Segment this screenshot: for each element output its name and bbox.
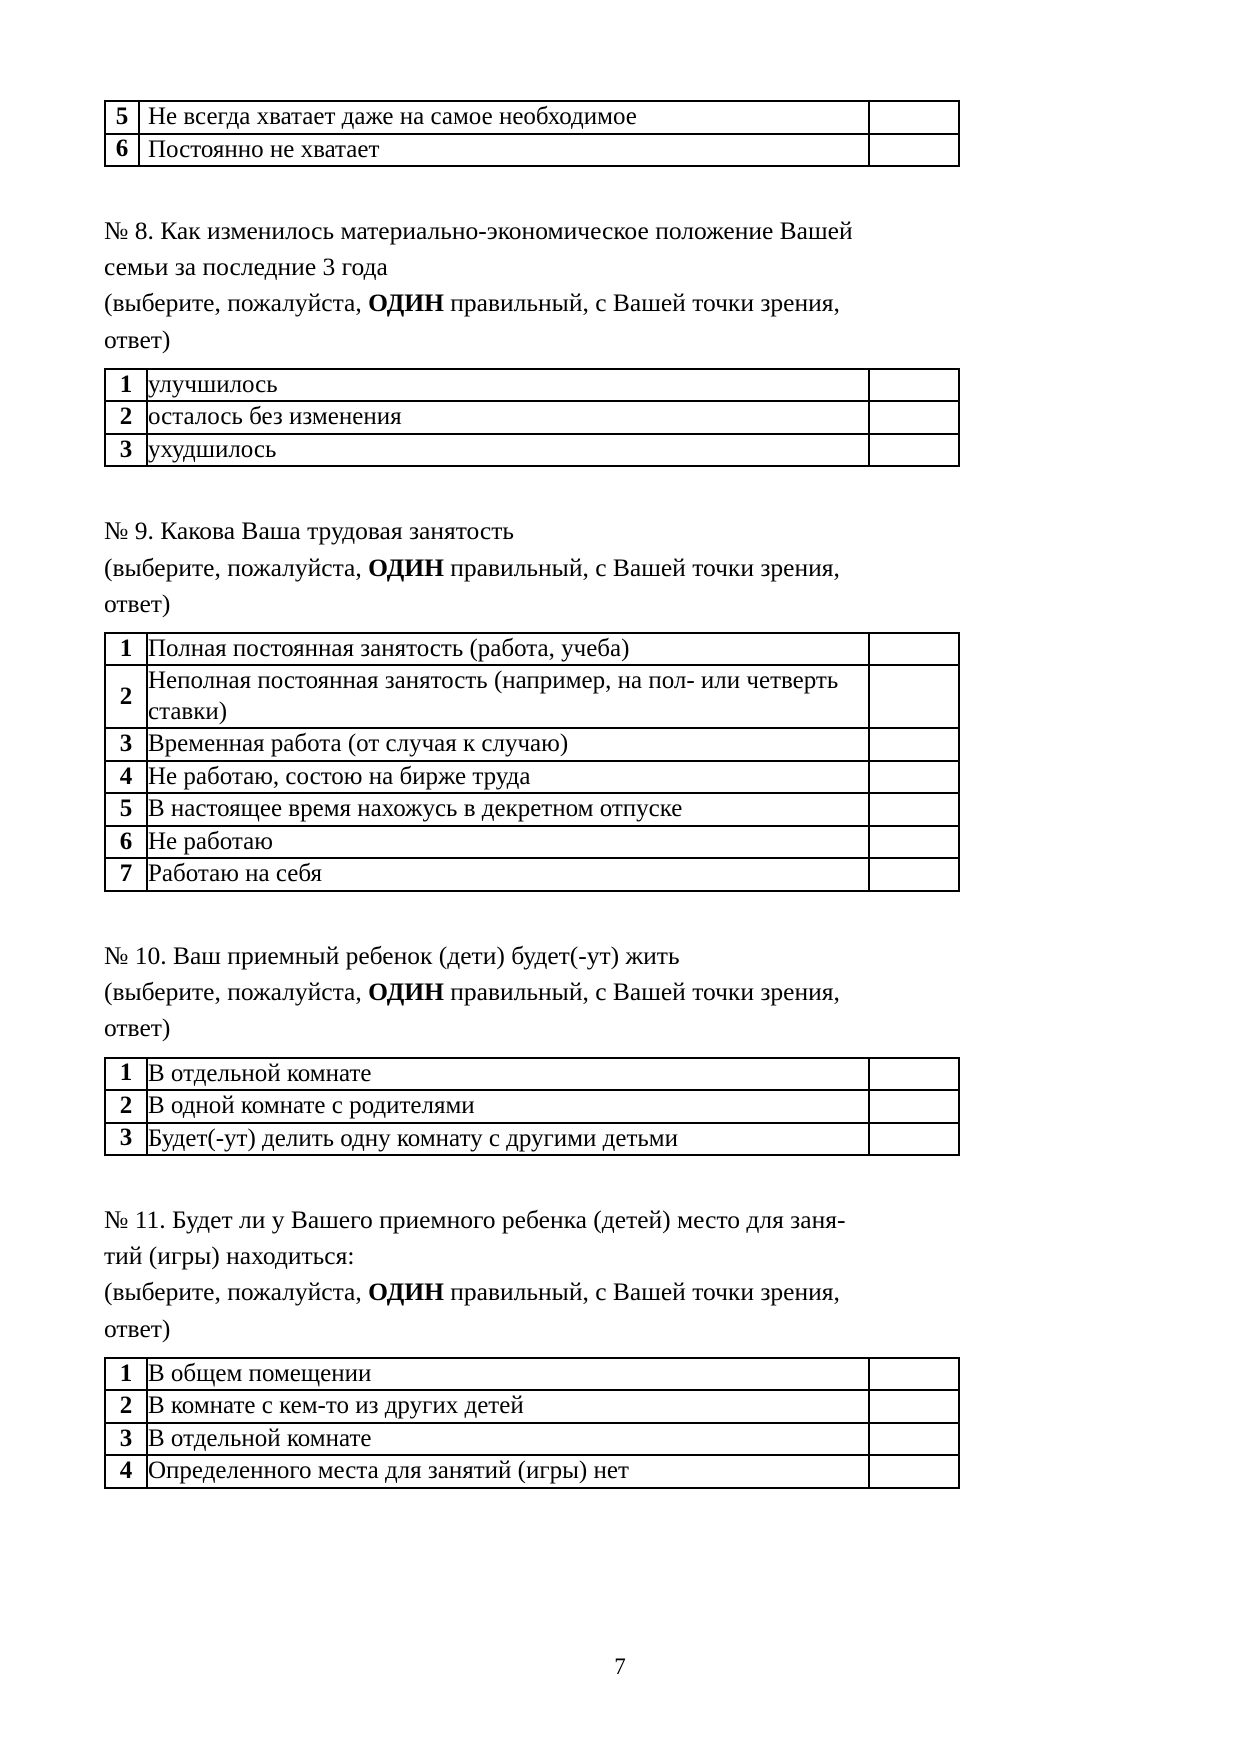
option-number: 6: [105, 134, 139, 167]
option-text: Не всегда хватает даже на самое необходимое: [139, 101, 869, 134]
option-number: 4: [105, 1455, 147, 1488]
instruction-emphasis: ОДИН: [368, 552, 444, 582]
table-row: [105, 665, 959, 728]
table-row: [105, 826, 959, 859]
table-row: [105, 1123, 959, 1156]
spacer: [104, 622, 960, 632]
table-row: [105, 101, 959, 134]
question-10-instruction-line-1: [104, 974, 960, 1010]
table-row: [105, 1423, 959, 1456]
answer-box[interactable]: [869, 134, 959, 167]
answer-box[interactable]: [869, 1123, 959, 1156]
question-9-instruction-line-1: [104, 550, 960, 586]
option-text: В настоящее время нахожусь в декретном отпуске: [147, 793, 869, 826]
answer-box[interactable]: [869, 101, 959, 134]
option-number: 3: [105, 1423, 147, 1456]
option-text: улучшилось: [147, 369, 869, 402]
question-10-block: [104, 938, 960, 1047]
instruction-mid: правильный, с Вашей точки зрения,: [443, 288, 840, 318]
table-row: [105, 793, 959, 826]
question-10-prompt-line-1: № 10. Ваш приемный ребенок (дети) будет(-ут) жить: [104, 940, 680, 970]
spacer: [104, 1156, 960, 1202]
option-text: В одной комнате с родителями: [147, 1090, 869, 1123]
option-number: 5: [105, 101, 139, 134]
answer-box[interactable]: [869, 665, 959, 728]
answer-box[interactable]: [869, 1455, 959, 1488]
option-number: 1: [105, 633, 147, 666]
page-content: [104, 100, 960, 1489]
question-9-options-table: [104, 632, 960, 892]
question-8-instruction-line-1: [104, 285, 960, 321]
table-row: [105, 1090, 959, 1123]
option-text: Работаю на себя: [147, 858, 869, 891]
answer-box[interactable]: [869, 761, 959, 794]
option-number: 2: [105, 401, 147, 434]
spacer: [104, 1347, 960, 1357]
option-number: 2: [105, 1390, 147, 1423]
answer-box[interactable]: [869, 401, 959, 434]
question-8-options-table: [104, 368, 960, 468]
question-11-options-table: [104, 1357, 960, 1489]
option-text: ухудшилось: [147, 434, 869, 467]
option-text: В комнате с кем-то из других детей: [147, 1390, 869, 1423]
answer-box[interactable]: [869, 728, 959, 761]
table-row: [105, 1358, 959, 1391]
spacer: [104, 467, 960, 513]
question-8-prompt-line-1: № 8. Как изменилось материально-экономическое положение Вашей: [104, 216, 853, 245]
option-number: 1: [105, 369, 147, 402]
option-number: 2: [105, 1090, 147, 1123]
answer-box[interactable]: [869, 858, 959, 891]
answer-box[interactable]: [869, 1423, 959, 1456]
option-text: В общем помещении: [147, 1358, 869, 1391]
option-number: 3: [105, 434, 147, 467]
table-row: [105, 134, 959, 167]
option-number: 1: [105, 1058, 147, 1091]
question-10-options-table: [104, 1057, 960, 1157]
table-row: [105, 401, 959, 434]
table-row: [105, 1390, 959, 1423]
answer-box[interactable]: [869, 826, 959, 859]
table-row: [105, 728, 959, 761]
option-number: 1: [105, 1358, 147, 1391]
question-11-block: [104, 1202, 960, 1347]
option-text: В отдельной комнате: [147, 1058, 869, 1091]
answer-box[interactable]: [869, 793, 959, 826]
option-text: осталось без изменения: [147, 401, 869, 434]
option-number: 3: [105, 1123, 147, 1156]
table-row: [105, 369, 959, 402]
table-row: [105, 761, 959, 794]
instruction-mid: правильный, с Вашей точки зрения,: [443, 977, 840, 1007]
answer-box[interactable]: [869, 1358, 959, 1391]
instruction-mid: правильный, с Вашей точки зрения,: [443, 552, 840, 582]
question-8-instruction-line-2: ответ): [104, 324, 171, 354]
answer-box[interactable]: [869, 1090, 959, 1123]
option-text: Не работаю: [147, 826, 869, 859]
question-11-prompt-line-2: тий (игры) находиться:: [104, 1241, 355, 1271]
option-number: 2: [105, 665, 147, 728]
question-8-prompt-line-2: семьи за последние 3 года: [104, 252, 388, 282]
instruction-pre: (выберите, пожалуйста,: [104, 1277, 369, 1307]
option-text: Неполная постоянная занятость (например, на пол- или четверть ставки): [147, 665, 869, 728]
instruction-pre: (выберите, пожалуйста,: [104, 552, 369, 582]
instruction-pre: (выберите, пожалуйста,: [104, 977, 369, 1007]
instruction-emphasis: ОДИН: [368, 1277, 444, 1307]
option-text: Полная постоянная занятость (работа, учеба): [147, 633, 869, 666]
option-text: Временная работа (от случая к случаю): [147, 728, 869, 761]
instruction-pre: (выберите, пожалуйста,: [104, 288, 369, 318]
answer-box[interactable]: [869, 1390, 959, 1423]
question-8-block: [104, 213, 960, 358]
instruction-emphasis: ОДИН: [368, 977, 444, 1007]
table-row: [105, 633, 959, 666]
option-number: 4: [105, 761, 147, 794]
answer-box[interactable]: [869, 434, 959, 467]
question-9-instruction-line-2: ответ): [104, 588, 171, 618]
option-number: 5: [105, 793, 147, 826]
spacer: [104, 167, 960, 213]
question-11-instruction-line-1: [104, 1274, 960, 1310]
page-number: 7: [614, 1654, 626, 1679]
spacer: [104, 892, 960, 938]
answer-box[interactable]: [869, 633, 959, 666]
question-9-prompt-line-1: № 9. Какова Ваша трудовая занятость: [104, 516, 515, 546]
question-10-instruction-line-2: ответ): [104, 1013, 171, 1043]
table-previous-question-continuation: [104, 100, 960, 167]
answer-box[interactable]: [869, 369, 959, 402]
option-text: Будет(-ут) делить одну комнату с другими детьми: [147, 1123, 869, 1156]
question-11-prompt-line-1: № 11. Будет ли у Вашего приемного ребенка (детей) место для заня-: [104, 1205, 846, 1235]
option-text: Постоянно не хватает: [139, 134, 869, 167]
option-text: Не работаю, состою на бирже труда: [147, 761, 869, 794]
option-number: 7: [105, 858, 147, 891]
option-number: 6: [105, 826, 147, 859]
table-row: [105, 1455, 959, 1488]
option-text: В отдельной комнате: [147, 1423, 869, 1456]
spacer: [104, 358, 960, 368]
option-text: Определенного места для занятий (игры) нет: [147, 1455, 869, 1488]
instruction-mid: правильный, с Вашей точки зрения,: [443, 1277, 840, 1307]
option-number: 3: [105, 728, 147, 761]
table-row: [105, 1058, 959, 1091]
answer-box[interactable]: [869, 1058, 959, 1091]
instruction-emphasis: ОДИН: [368, 288, 444, 318]
question-9-block: [104, 513, 960, 622]
spacer: [104, 1047, 960, 1057]
question-11-instruction-line-2: ответ): [104, 1313, 171, 1343]
table-row: [105, 434, 959, 467]
table-row: [105, 858, 959, 891]
